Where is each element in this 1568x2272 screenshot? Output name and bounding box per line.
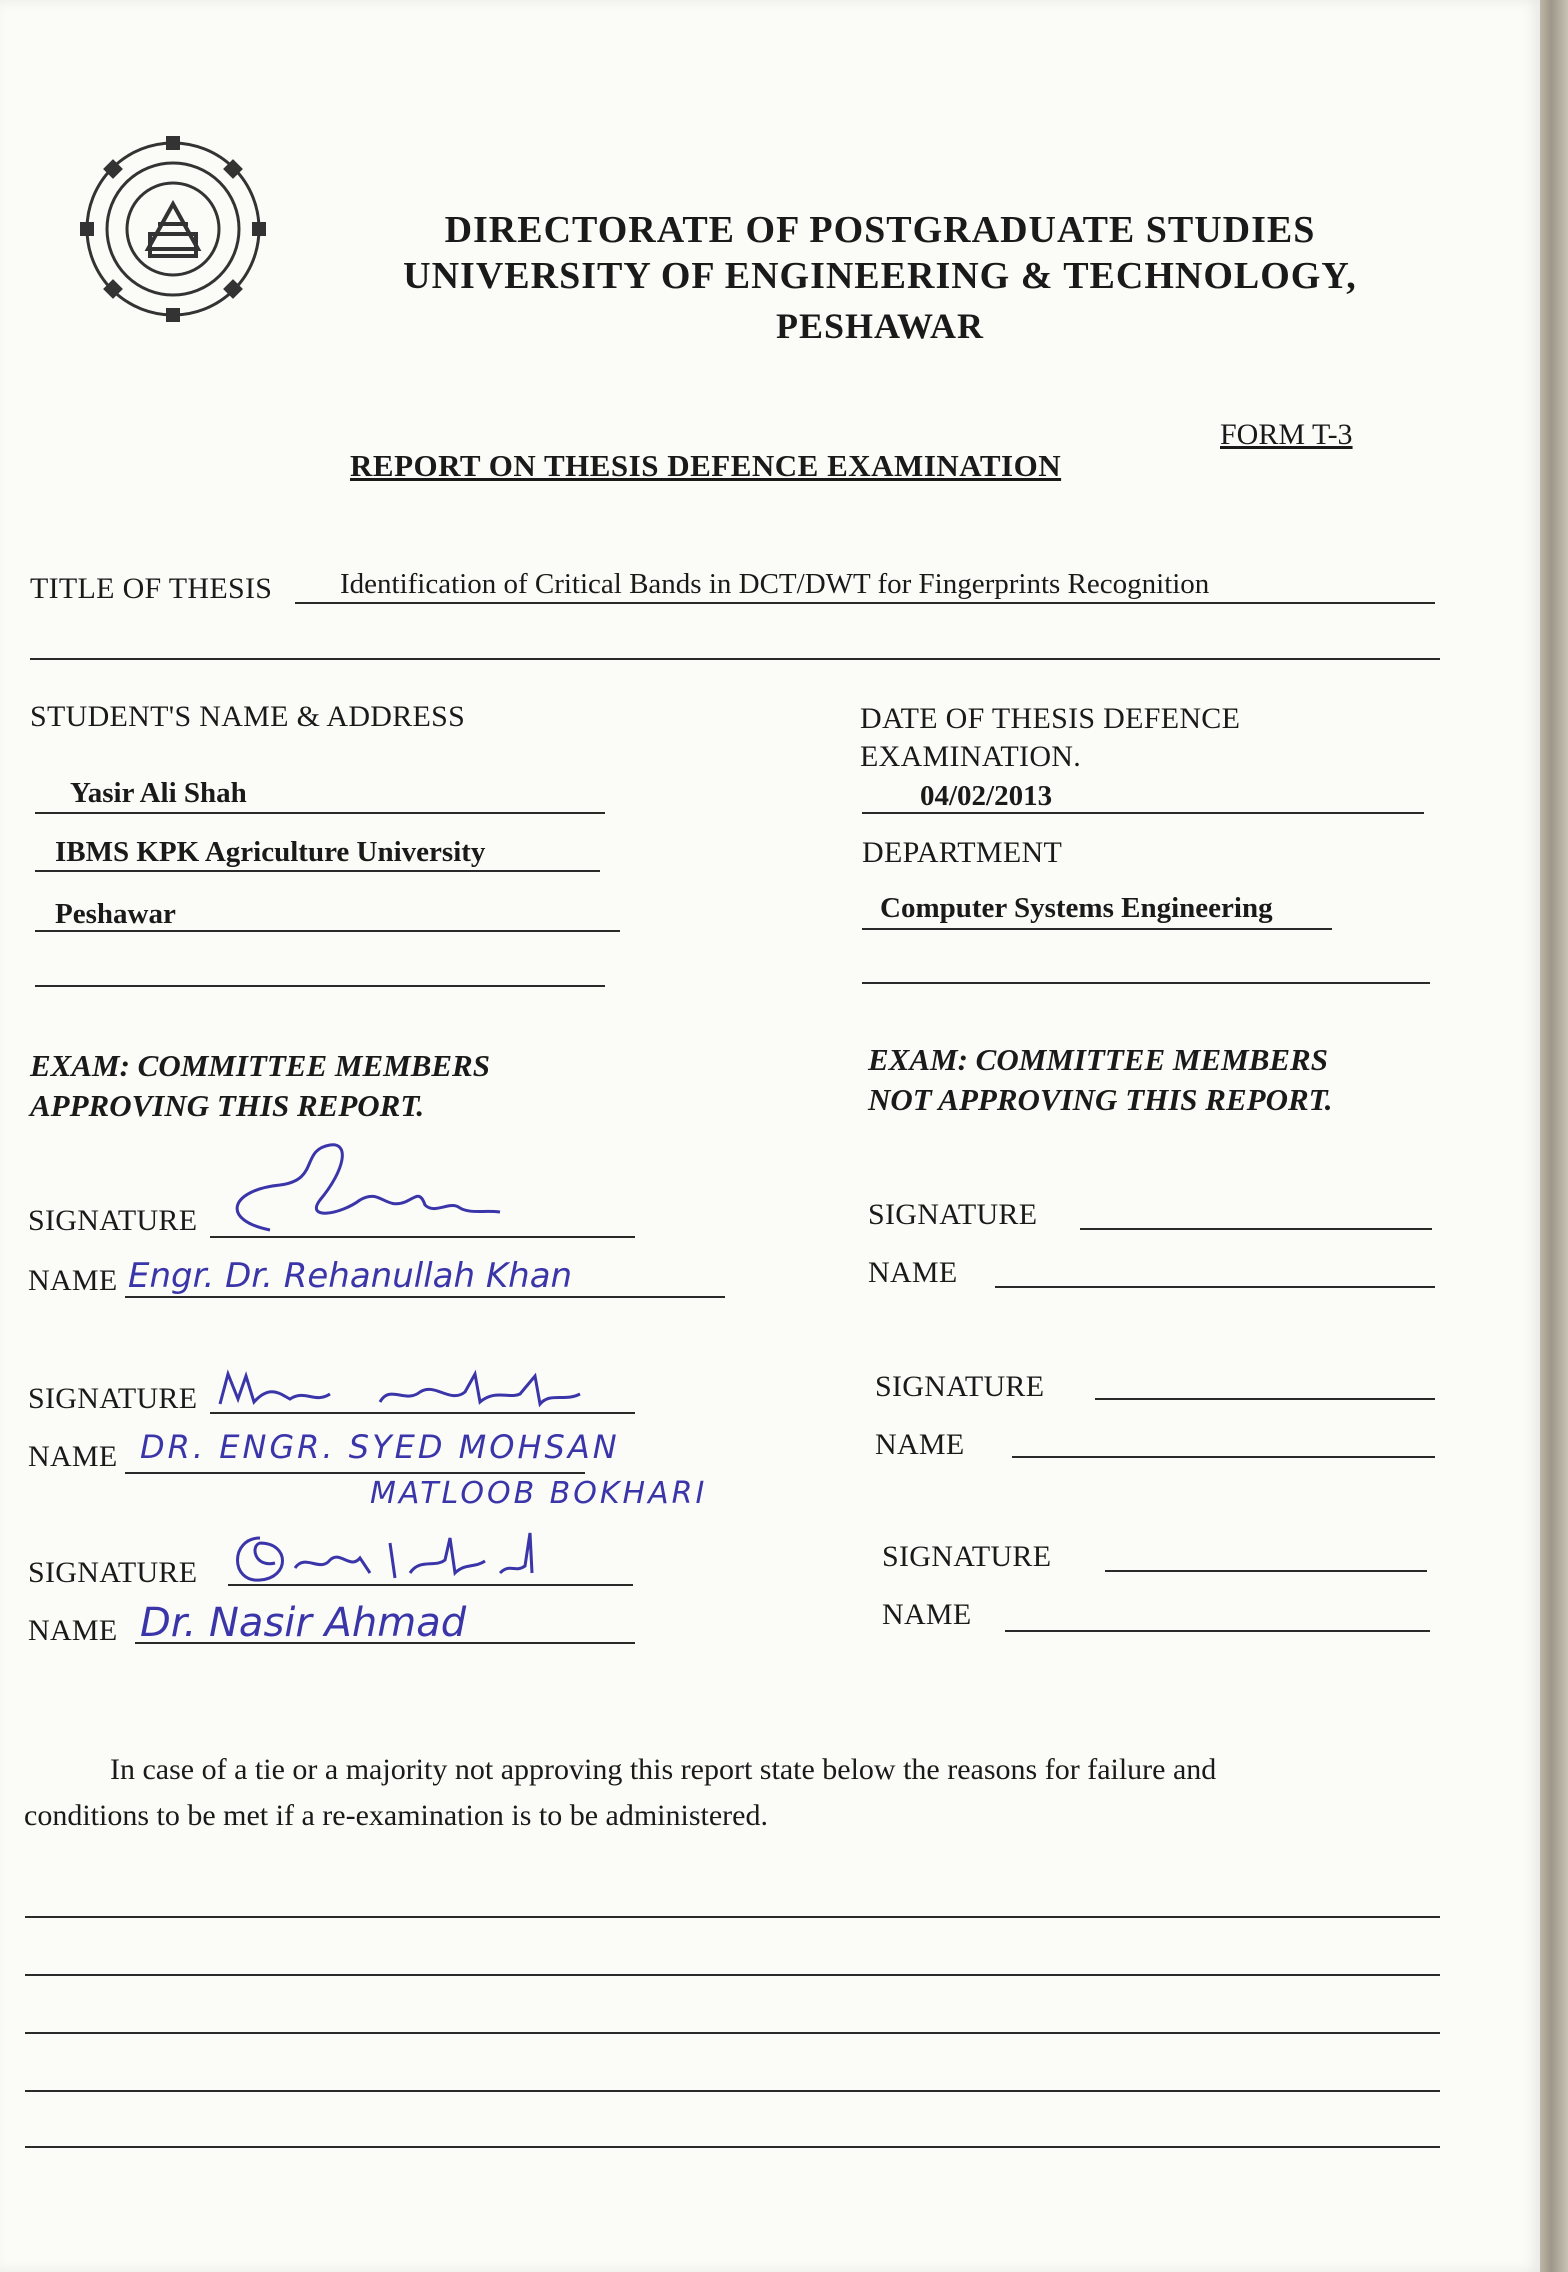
thesis-title-line-2 [30, 658, 1440, 660]
student-name: Yasir Ali Shah [70, 777, 247, 809]
signature-2-image [210, 1364, 630, 1414]
student-name-line [35, 812, 605, 814]
approving-signature-label-2: SIGNATURE [28, 1382, 198, 1415]
approving-member-name-2-cont: MATLOOB BOKHARI [370, 1476, 708, 1511]
approving-name-line-3 [135, 1642, 635, 1644]
not-approving-heading-line2: NOT APPROVING THIS REPORT. [868, 1082, 1333, 1117]
not-approving-name-label-1: NAME [868, 1256, 958, 1289]
defence-date-label-1: DATE OF THESIS DEFENCE [860, 702, 1241, 735]
student-address-line2-rule [35, 930, 620, 932]
approving-signature-label-3: SIGNATURE [28, 1556, 198, 1589]
thesis-title-line [295, 602, 1435, 604]
defence-date-label-2: EXAMINATION. [860, 740, 1082, 773]
approving-name-line-2 [125, 1472, 585, 1474]
approving-member-name-3: Dr. Nasir Ahmad [140, 1600, 467, 1646]
reason-line-3 [25, 2032, 1440, 2034]
department-label: DEPARTMENT [862, 836, 1063, 869]
not-approving-name-line-1 [995, 1286, 1435, 1288]
approving-signature-line-1 [210, 1236, 635, 1238]
signature-3-image [220, 1528, 640, 1588]
not-approving-signature-line-3 [1105, 1570, 1427, 1572]
university-seal-logo [78, 134, 268, 324]
approving-heading-line1: EXAM: COMMITTEE MEMBERS [30, 1048, 490, 1083]
footer-note-line2: conditions to be met if a re-examination is to be administered. [24, 1799, 768, 1832]
approving-name-line-1 [125, 1296, 725, 1298]
reason-line-5 [25, 2146, 1440, 2148]
not-approving-signature-label-1: SIGNATURE [868, 1198, 1038, 1231]
approving-signature-label-1: SIGNATURE [28, 1204, 198, 1237]
reason-line-2 [25, 1974, 1440, 1976]
not-approving-signature-label-2: SIGNATURE [875, 1370, 1045, 1403]
approving-signature-line-3 [228, 1584, 633, 1586]
department-line [862, 928, 1332, 930]
student-address-line1-rule [35, 870, 600, 872]
university-name: UNIVERSITY OF ENGINEERING & TECHNOLOGY, [403, 255, 1357, 297]
book-binding-edge [1540, 0, 1568, 2272]
signature-1-image [210, 1130, 510, 1240]
approving-member-name-2: DR. ENGR. SYED MOHSAN [140, 1428, 620, 1466]
student-address-line3-rule [35, 985, 605, 987]
department-value: Computer Systems Engineering [880, 892, 1273, 924]
not-approving-name-line-2 [1012, 1456, 1435, 1458]
not-approving-signature-label-3: SIGNATURE [882, 1540, 1052, 1573]
defence-date-line [862, 812, 1424, 814]
department-line-2 [862, 982, 1430, 984]
approving-name-label-2: NAME [28, 1440, 118, 1473]
not-approving-heading [868, 1040, 1333, 1120]
approving-name-label-3: NAME [28, 1614, 118, 1647]
report-title: REPORT ON THESIS DEFENCE EXAMINATION [350, 448, 1062, 483]
student-address-line1: IBMS KPK Agriculture University [55, 836, 486, 868]
approving-name-label-1: NAME [28, 1264, 118, 1297]
reason-line-4 [25, 2090, 1440, 2092]
student-address-line2: Peshawar [55, 898, 176, 930]
student-label: STUDENT'S NAME & ADDRESS [30, 700, 466, 733]
not-approving-name-label-2: NAME [875, 1428, 965, 1461]
not-approving-name-label-3: NAME [882, 1598, 972, 1631]
thesis-title-value: Identification of Critical Bands in DCT/DWT for Fingerprints Recognition [340, 568, 1210, 600]
not-approving-signature-line-2 [1095, 1398, 1435, 1400]
defence-date-value: 04/02/2013 [920, 780, 1053, 812]
thesis-title-label: TITLE OF THESIS [30, 572, 273, 605]
footer-note-line1: In case of a tie or a majority not approving this report state below the reasons for failure and [110, 1753, 1217, 1786]
not-approving-heading-line1: EXAM: COMMITTEE MEMBERS [868, 1042, 1328, 1077]
approving-signature-line-2 [210, 1412, 635, 1414]
directorate-title: DIRECTORATE OF POSTGRADUATE STUDIES [444, 209, 1316, 251]
form-number: FORM T-3 [1220, 418, 1353, 451]
approving-member-name-1: Engr. Dr. Rehanullah Khan [128, 1256, 573, 1296]
approving-heading [30, 1046, 490, 1126]
approving-heading-line2: APPROVING THIS REPORT. [30, 1088, 425, 1123]
not-approving-signature-line-1 [1080, 1228, 1432, 1230]
university-city: PESHAWAR [775, 306, 985, 346]
not-approving-name-line-3 [1005, 1630, 1430, 1632]
reason-line-1 [25, 1916, 1440, 1918]
